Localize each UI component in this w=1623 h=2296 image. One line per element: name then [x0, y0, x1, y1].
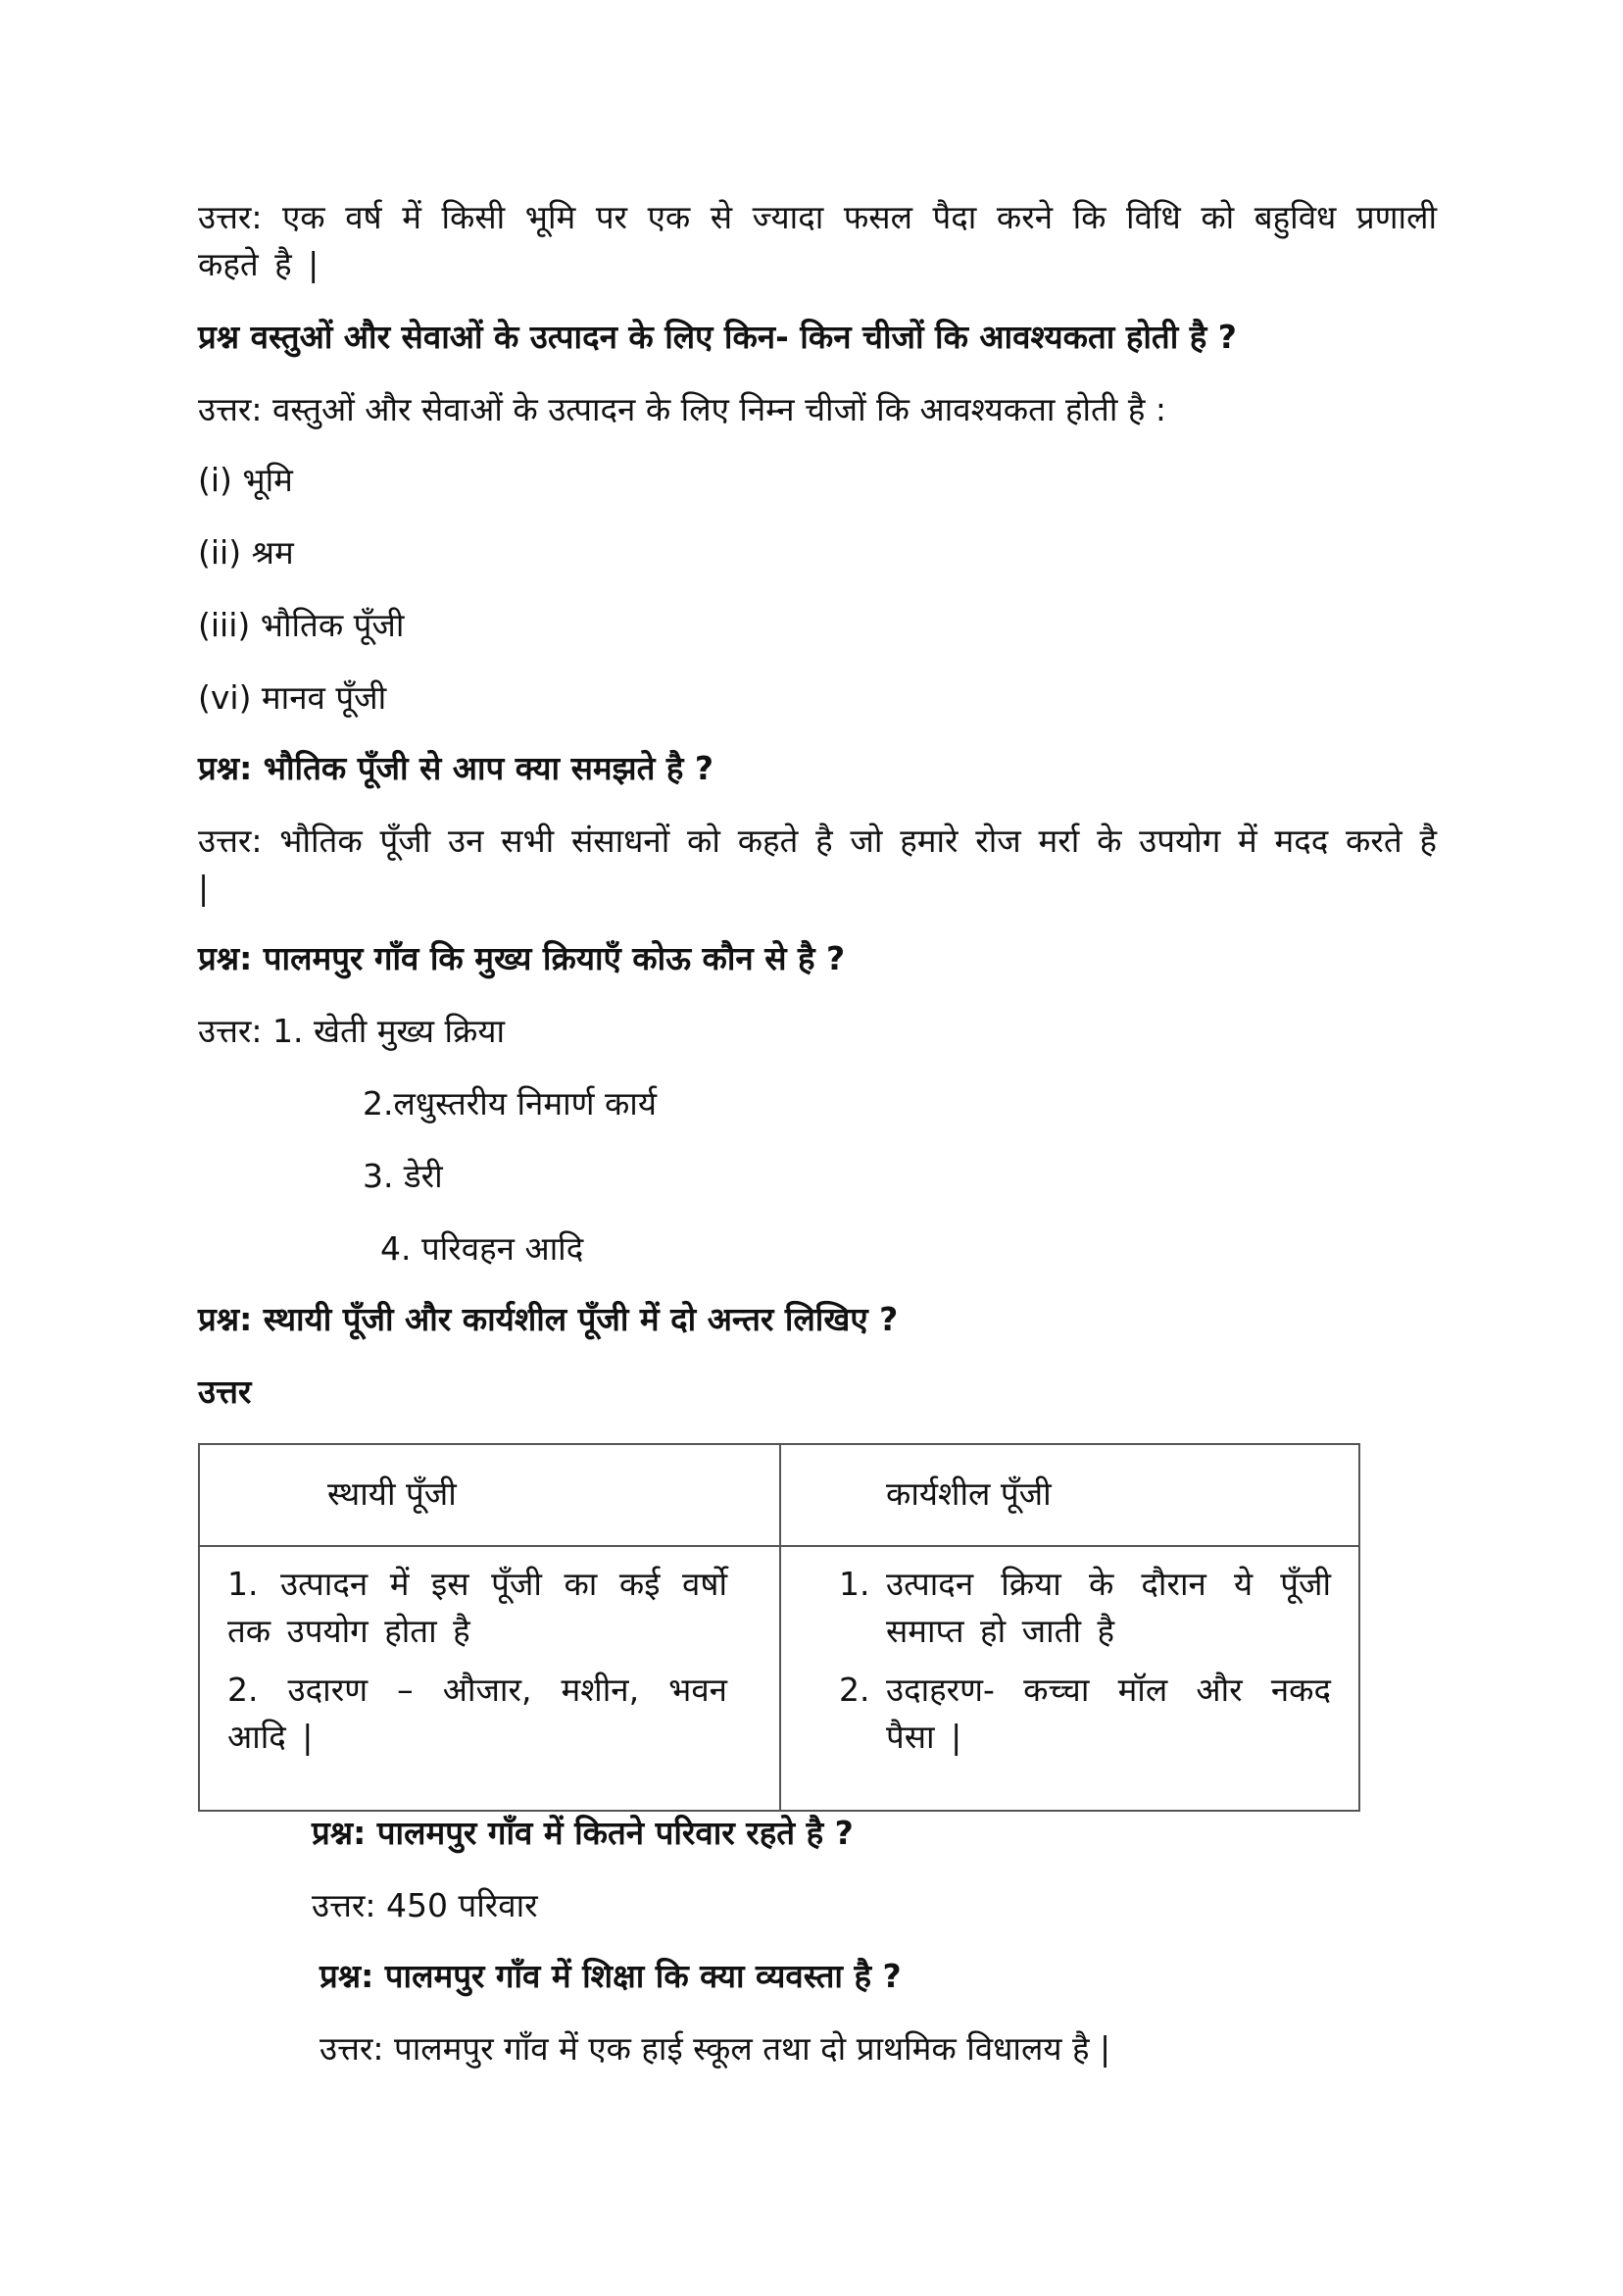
question-fixed-vs-working-capital: प्रश्न: स्थायी पूँजी और कार्यशील पूँजी में दो अन्तर लिखिए ?	[198, 1300, 899, 1338]
table-cell-working-point-2: उदाहरण- कच्चा मॉल और नकद पैसा |	[886, 1671, 1331, 1756]
list-item-physical-capital: (iii) भौतिक पूँजी	[198, 606, 405, 644]
list-item-land: (i) भूमि	[198, 461, 293, 499]
answer-production-requirements: उत्तर: वस्तुओं और सेवाओं के उत्पादन के लिए निम्न चीजों कि आवश्यकता होती है :	[198, 390, 1166, 428]
answer-multiple-cropping: उत्तर: एक वर्ष में किसी भूमि पर एक से ज्यादा फसल पैदा करने कि विधि को बहुविध प्रणाली कहते है |	[198, 198, 1437, 283]
answer-label: उत्तर	[198, 1373, 252, 1411]
answer-activity-small-manufacturing: 2.लधुस्तरीय निमार्ण कार्य	[363, 1084, 657, 1123]
table-header-fixed-capital: स्थायी पूँजी	[327, 1474, 457, 1513]
table-header-divider	[200, 1545, 1358, 1547]
answer-activity-transport: 4. परिवहन आदि	[380, 1229, 584, 1268]
answer-physical-capital: उत्तर: भौतिक पूँजी उन सभी संसाधनों को कहते है जो हमारे रोज मर्रा के उपयोग में मदद करते है |	[198, 822, 1437, 907]
question-production-requirements: प्रश्न वस्तुओं और सेवाओं के उत्पादन के लिए किन- किन चीजों कि आवश्यकता होती है ?	[198, 318, 1237, 356]
table-cell-working-number-1: 1.	[839, 1565, 870, 1603]
table-cell-working-point-1: उत्पादन क्रिया के दौरान ये पूँजी समाप्त हो जाती है	[886, 1565, 1331, 1650]
capital-comparison-table	[198, 1443, 1360, 1812]
question-number-of-families: प्रश्न: पालमपुर गाँव में कितने परिवार रहते है ?	[312, 1814, 854, 1852]
answer-education: उत्तर: पालमपुर गाँव में एक हाई स्कूल तथा दो प्राथमिक विधालय है |	[320, 2029, 1111, 2068]
list-item-human-capital: (vi) मानव पूँजी	[198, 678, 387, 717]
table-cell-working-number-2: 2.	[839, 1671, 870, 1709]
table-cell-fixed-point-1: 1. उत्पादन में इस पूँजी का कई वर्षो तक उपयोग होता है	[227, 1565, 727, 1650]
table-header-working-capital: कार्यशील पूँजी	[886, 1474, 1052, 1513]
answer-activity-dairy: 3. डेरी	[363, 1157, 443, 1195]
list-item-labour: (ii) श्रम	[198, 533, 294, 572]
table-cell-fixed-point-2: 2. उदारण – औजार, मशीन, भवन आदि |	[227, 1671, 727, 1756]
answer-activity-farming: उत्तर: 1. खेती मुख्य क्रिया	[198, 1012, 506, 1050]
question-physical-capital: प्रश्न: भौतिक पूँजी से आप क्या समझते है ?	[198, 749, 714, 787]
question-education: प्रश्न: पालमपुर गाँव में शिक्षा कि क्या व्यवस्ता है ?	[320, 1957, 902, 1995]
answer-number-of-families: उत्तर: 450 परिवार	[312, 1886, 538, 1924]
question-main-activities: प्रश्न: पालमपुर गाँव कि मुख्य क्रियाएँ कोऊ कौन से है ?	[198, 939, 846, 977]
table-column-divider	[779, 1445, 781, 1810]
